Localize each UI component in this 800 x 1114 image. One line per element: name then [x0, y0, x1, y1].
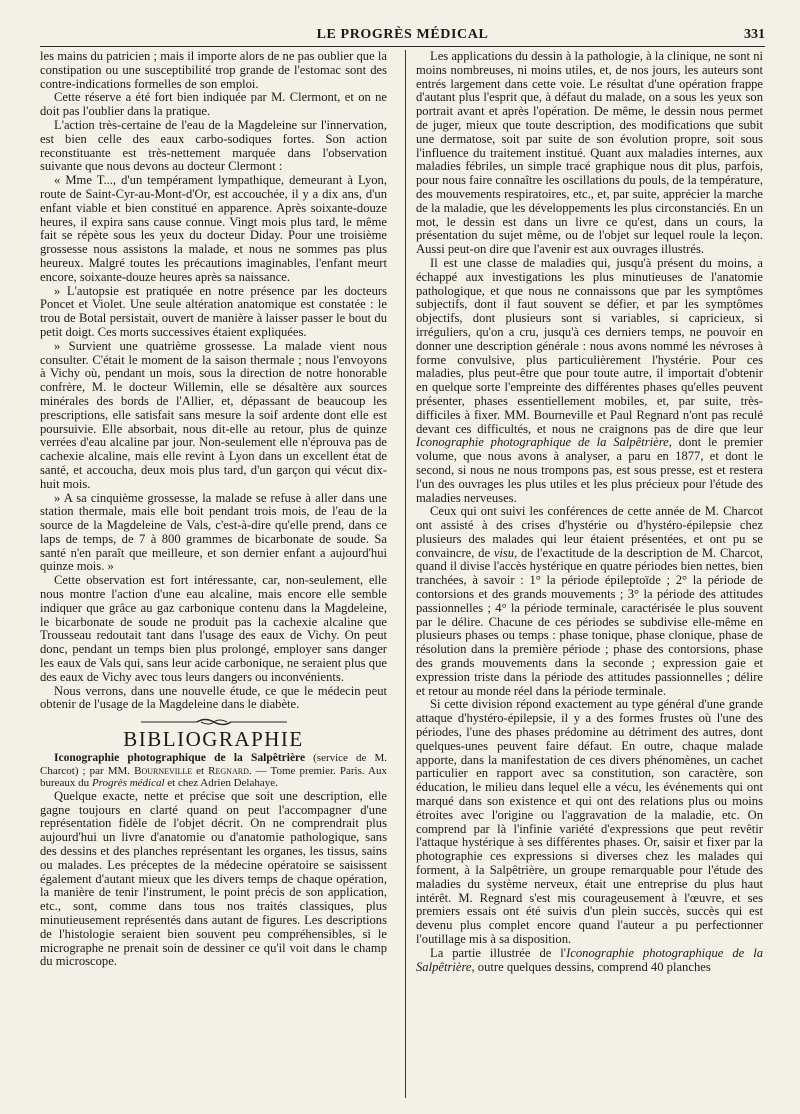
- paragraph: « Mme T..., d'un tempérament lympathique, demeurant à Lyon, route de Saint-Cyr-au-Mont-d'Or, est accouchée, il y a dix ans, d'un enfant viable et bien constitué en apparence. Après soixante-douze heures, il expira sans cause connue. Vingt mois plus tard, le même fait se répète sous les yeux du docteur Diday. Pour une troisième grossesse nous assistons la malade, et nous ne sommes pas plus heureux. Malgré toutes les précautions imaginables, l'enfant meurt encore, soixante-douze heures après sa naissance.: [40, 173, 387, 284]
- paragraph: Si cette division répond exactement au type général d'une grande attaque d'hystéro-épilepsie, il y a des formes frustes où l'une des périodes, l'une des phases prédomine au détriment des autres, dont quelques-unes peuvent faire défaut. En outre, chaque malade apporte, dans la manifestation de ces divers phénomènes, un cachet particulier en rapport avec sa constitution, son caractère, son éducation, le milieu dans lequel elle a vécu, les événements qui ont marqué dans son existence et qui ont des relations plus ou moins étroites avec l'origine ou l'aggravation de la maladie, etc. On comprend par là l'infinie variété d'expressions que peut revêtir l'attaque hystérique à ses différentes phases. Or, saisir et fixer par la photographie ces expressions si diverses chez les malades qui forment, à la Salpêtrière, un groupe remarquable pour l'étude des maladies du système nerveux, était une entreprise du plus haut intérêt. M. Regnard s'est mis courageusement à l'œuvre, et ses premiers essais ont été suivis d'un plein succès, succès qui est devenu plus complet encore quand l'auteur a pu perfectionner l'outillage mis à sa disposition.: [416, 697, 763, 946]
- paragraph: Ceux qui ont suivi les conférences de cette année de M. Charcot ont assisté à des crises d'hystérie ou d'hystéro-épilepsie chez plusieurs des malades qui leur étaient présentées, et ont pu se convaincre, de visu, de l'exactitude de la description de M. Charcot, quand il divise l'accès hystérique en quatre périodes bien nettes, bien tranchées, à savoir : 1° la période épileptoïde ; 2° la période de contorsions et des grands mouvements ; 3° la période des attitudes passionnelles ; 4° la période terminale, caractérisée le plus souvent par le délire. Chacune de ces périodes se subdivise elle-même en plusieurs phases ou temps : phase tonique, phase clonique, phase de résolution dans la première période ; phase des contorsions, phase des grands mouvements dans la seconde ; expression gaie et expression triste dans la période des attitudes passionnelles ; délire et retour au monde réel dans la période terminale.: [416, 504, 763, 698]
- journal-title: LE PROGRÈS MÉDICAL: [316, 27, 489, 42]
- column-rule: [405, 50, 406, 1098]
- ornament-divider-icon: [139, 717, 289, 727]
- paragraph: L'action très-certaine de l'eau de la Magdeleine sur l'innervation, est bien celle des eaux carbo-sodiques fortes. Son action reconstituante est très-nettement marquée dans l'observation suivante que nous devons au docteur Clermont :: [40, 117, 387, 174]
- paragraph: Il est une classe de maladies qui, jusqu'à présent du moins, a échappé aux investigations les plus minutieuses de l'anatomie pathologique, et que nous ne connaissons que par les symptômes subjectifs, dont il faut souvent se défier, et par les symptômes objectifs, dont plusieurs sont si variables, si capricieux, si irréguliers, qu'on a cru, jusqu'à ces derniers temps, ne pouvoir en donner une description générale : nous avons nommé les névroses à forme convulsive, plus particulièrement l'hystérie. Pour ces maladies, plus peut-être que pour toute autre, il importait d'obtenir en quelque sorte l'empreinte des différentes phases qu'elles peuvent présenter, phases essentiellement mobiles, et, par suite, très-difficiles à fixer. MM. Bourneville et Paul Regnard n'ont pas reculé devant ces difficultés, et nous ne craignons pas de dire que leur Iconographie photographique de la Salpêtrière, dont le premier volume, que nous avons à analyser, a paru en 1877, et dont le second, si nous ne nous trompons pas, est sous presse, est et restera l'un des ouvrages les plus utiles et les plus précieux pour l'étude des maladies nerveuses.: [416, 255, 764, 505]
- right-column: [416, 50, 763, 974]
- paragraph: Quelque exacte, nette et précise que soit une description, elle gagne toujours en clarté quand on peut l'accompagner d'une représentation fidèle de l'objet décrit. On ne comprendrait plus aujourd'hui un livre d'anatomie ou d'anatomie pathologique, sans des dessins et des planches représentant les organes, les tissus, sains ou malades. Les préceptes de la médecine opératoire se saisissent également d'autant mieux que les divers temps de chaque opération, la manière de tenir l'instrument, le point précis de son application, etc., sont, comme dans tous nos traités classiques, plus minutieusement représentés dans autant de figures. Les descriptions de l'histologie seraient bien souvent peu compréhensibles, si le micrographe ne prenait soin de dessiner ce qu'il voit dans le champ du microscope.: [40, 788, 387, 969]
- paragraph: Nous verrons, dans une nouvelle étude, ce que le médecin peut obtenir de l'usage de la Magdeleine dans le diabète.: [40, 683, 387, 712]
- paragraph: Cette observation est fort intéressante, car, non-seulement, elle nous montre l'action d'une eau alcaline, mais encore elle semble indiquer que grâce au gaz carbonique contenu dans la Magdeleine, le bicarbonate de soude ne produit pas la cachexie alcaline que Trousseau redoutait tant dans l'usage des eaux de Vichy. On peut donc, pendant un temps bien plus prolongé, employer sans danger les eaux de Vals qui, sans leur acide carbonique, ne seraient plus que des eaux de Vichy avec tous leurs dangers ou inconvénients.: [40, 573, 387, 684]
- author-name: Regnard: [208, 764, 249, 777]
- paragraph: » A sa cinquième grossesse, la malade se refuse à aller dans une station thermale, mais elle boit pendant trois mois, de l'eau de la source de la Magdeleine de Vals, c'est-à-dire qu'elle prend, dans ce laps de temps, de 7 à 800 grammes de bicarbonate de soude. Sa santé n'en paraît que meilleure, et son dernier enfant a aujourd'hui quinze mois. »: [40, 490, 387, 574]
- paragraph: La partie illustrée de l'Iconographie photographique de la Salpêtrière, outre quelques dessins, comprend 40 planches: [416, 945, 763, 974]
- paragraph: Les applications du dessin à la pathologie, à la clinique, ne sont ni moins nombreuses, ni moins utiles, et, de nos jours, les auteurs sont entrés largement dans cette voie. Le résultat d'une opération frappe d'autant plus l'esprit que, à défaut du malade, on a sous les yeux son portrait avant et après l'opération. De même, le dessin nous permet de juger, mieux que toute description, des modifications que subit une dermatose, soit par suite de son évolution propre, soit sous l'influence du traitement institué. Quant aux maladies internes, aux maladies fébriles, un simple tracé graphique nous dit plus, parfois, pour nous faire connaître les oscillations du pouls, de la température, des mouvements respiratoires, etc., et, par suite, apprécier la marche de la maladie, que les développements les plus circonstanciés. En un mot, le dessin est dans un livre ce qu'est, dans un cours, la présentation du sujet même, ou de l'objet sur lequel roule la leçon. Aussi peut-on dire que l'avenir est aux ouvrages illustrés.: [416, 49, 763, 257]
- left-column: [40, 50, 387, 969]
- paragraph: » L'autopsie est pratiquée en notre présence par les docteurs Poncet et Violet. Une seule altération anatomique est constatée : le trou de Botal persistait, ouvert de manière à laisser passer le bout du petit doigt. Ces morts successives étaient expliquées.: [40, 283, 387, 339]
- paragraph: Cette réserve a été fort bien indiquée par M. Clermont, et on ne doit pas l'oublier dans la pratique.: [40, 90, 387, 119]
- section-heading-bibliographie: BIBLIOGRAPHIE: [123, 727, 304, 752]
- paragraph: » Survient une quatrième grossesse. La malade vient nous consulter. C'était le moment de la saison thermale ; nous l'envoyons à Vichy où, pendant un mois, sous la direction de notre honorable confrère, M. le docteur Willemin, elle se désaltère aux sources minérales des bords de l'Allier, et, dépassant de beaucoup les prescriptions, elle satisfait sans mesure la soif ardente dont elle est poursuivie. Elle absorbait, nous dit-elle au retour, plus de quinze verrées d'eau alcaline par jour. Non-seulement elle n'éprouva pas de cachexie alcaline, mais elle revint à Lyon dans un excellent état de santé, et accoucha, deux mois plus tard, d'un garçon qui vécut dix-huit mois.: [40, 338, 387, 491]
- author-name: Bourneville: [134, 764, 193, 777]
- bibliography-entry: Iconographie photographique de la Salpêtrière (service de M. Charcot) ; par MM. Bourneville et Regnard. — Tome premier. Paris. Aux bureaux du Progrès médical et chez Adrien Delahaye.: [40, 752, 387, 790]
- running-header: [40, 22, 765, 47]
- paragraph: les mains du patricien ; mais il importe alors de ne pas oublier que la constipation ou une susceptibilité trop grande de l'estomac sont des contre-indications formelles de son emploi.: [40, 49, 387, 91]
- book-title: Iconographie photographique de la Salpêtrière: [54, 752, 306, 765]
- page-number: 331: [744, 27, 765, 42]
